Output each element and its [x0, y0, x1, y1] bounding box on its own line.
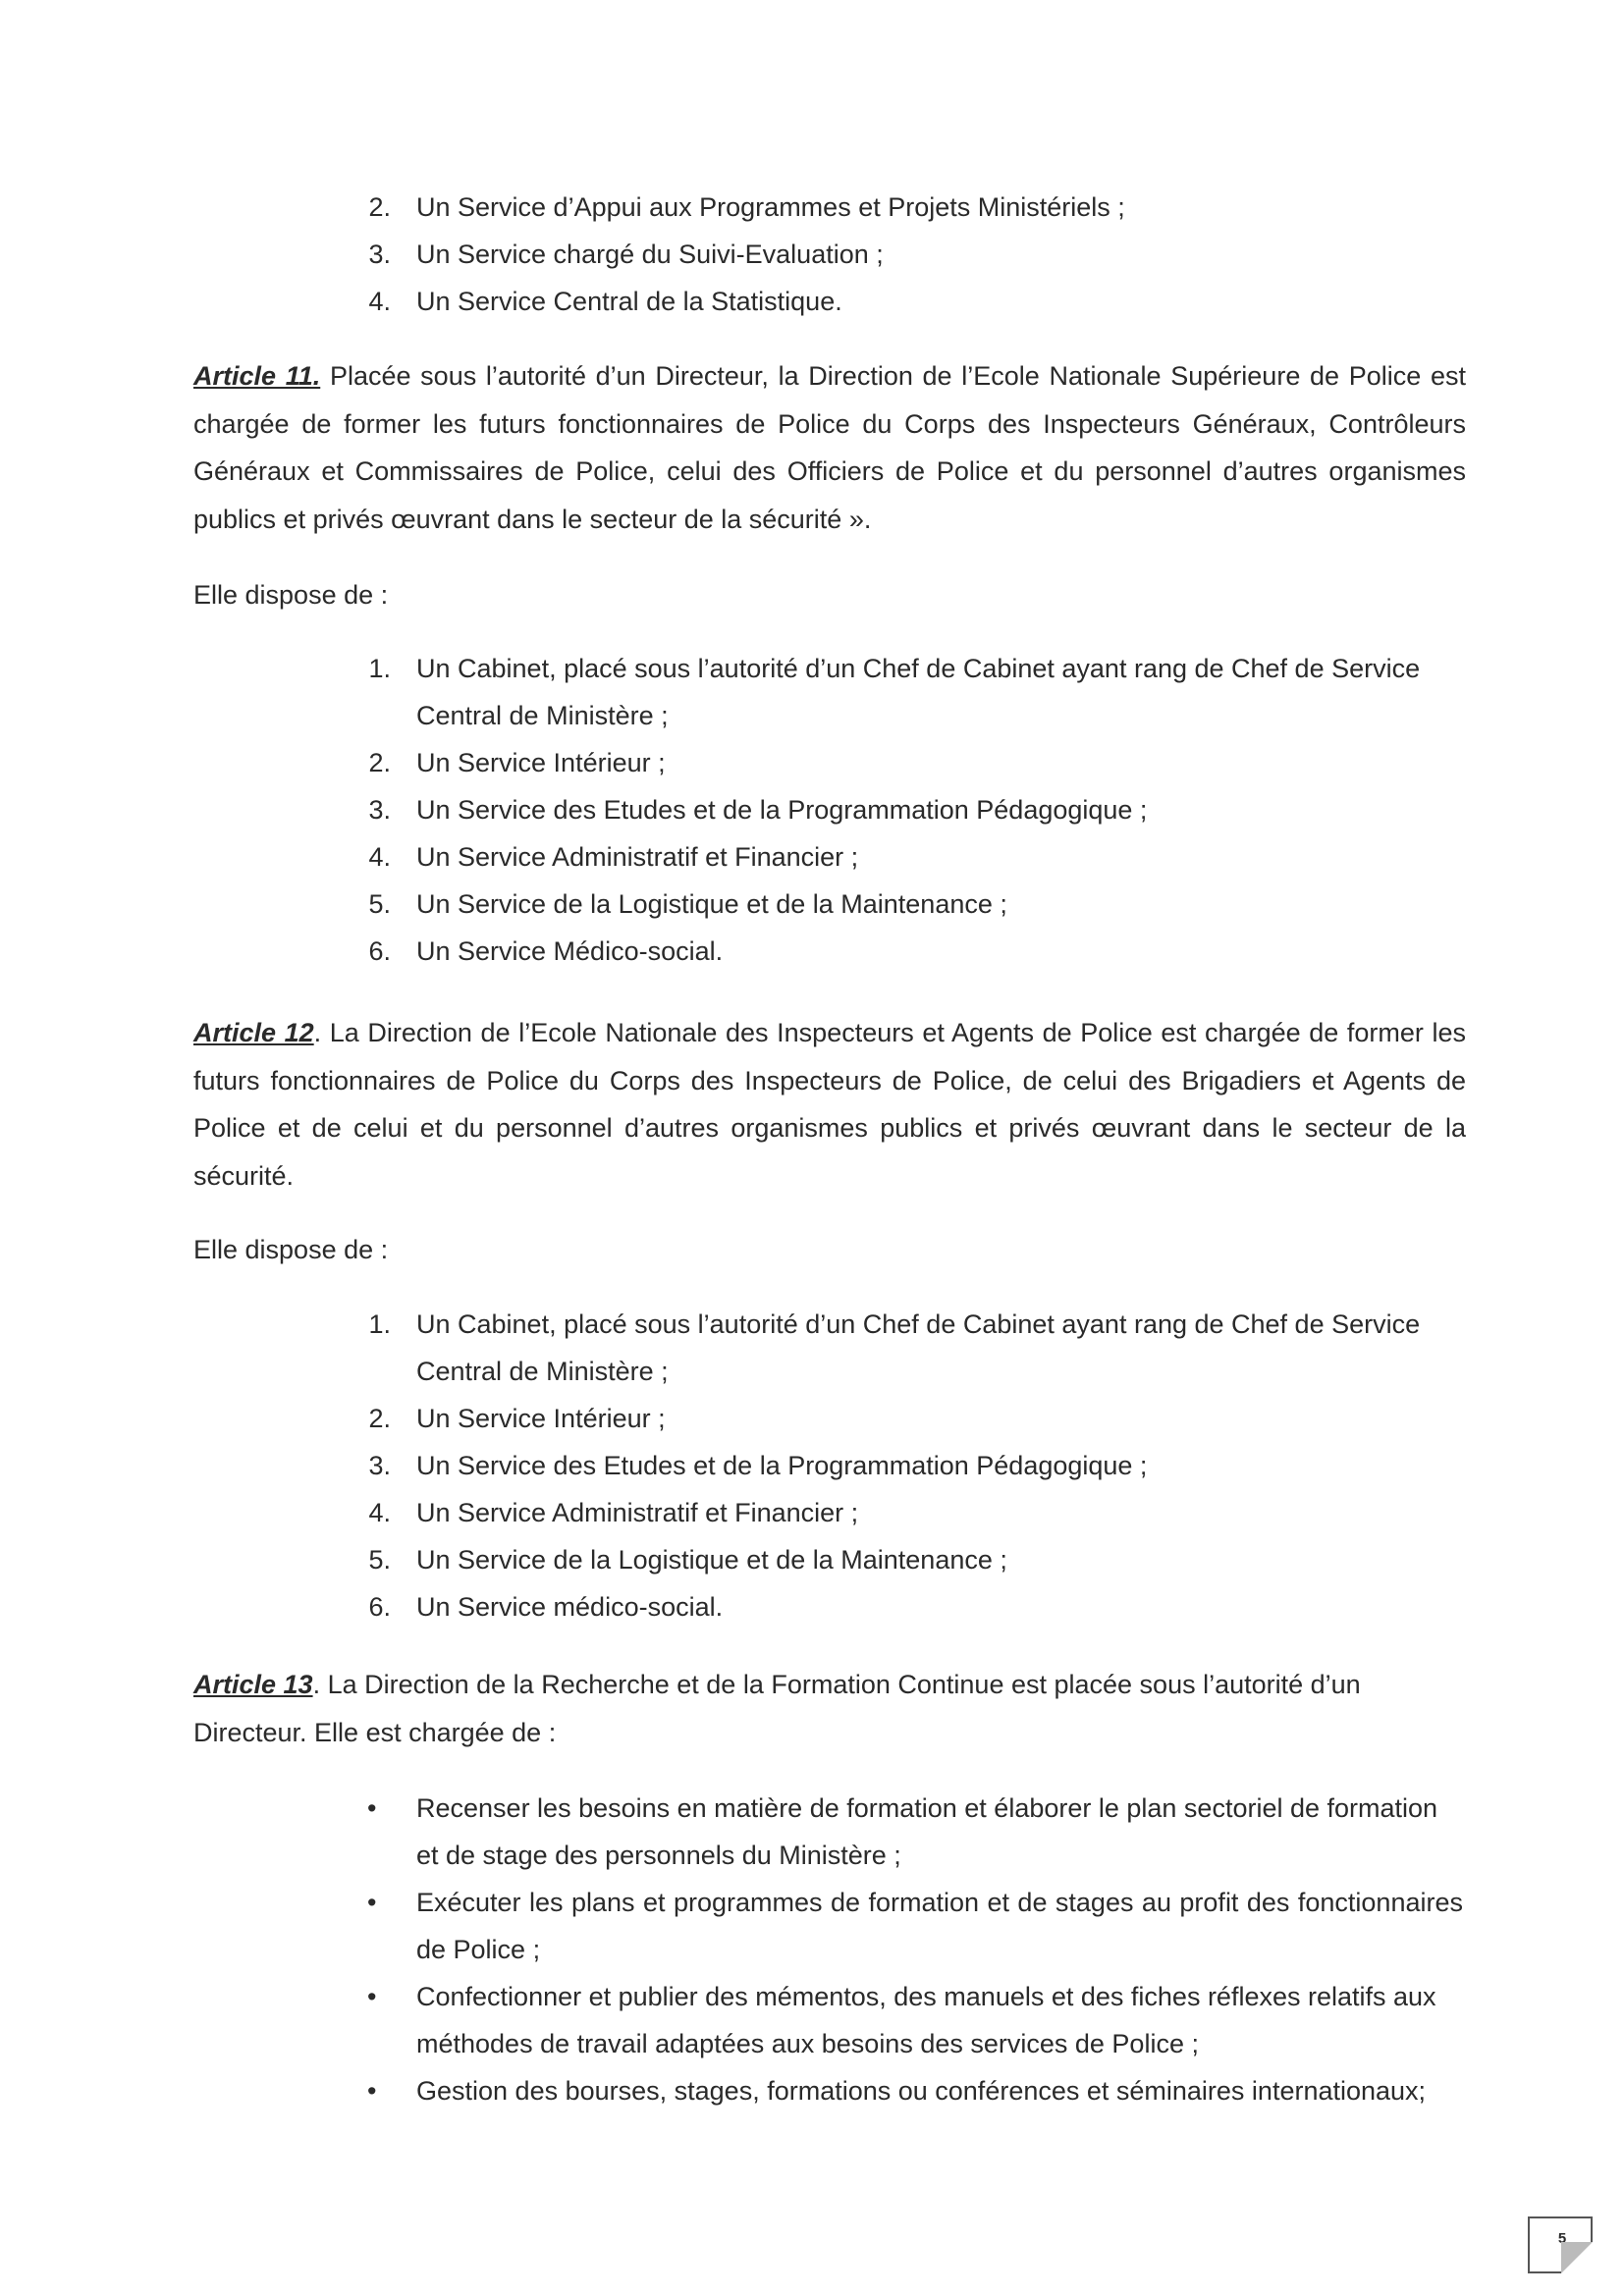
list-item: 2. Un Service Intérieur ;: [368, 1404, 666, 1433]
article-11-label: Article 11.: [193, 361, 321, 391]
top-list: [363, 184, 1463, 325]
article-12-dispose: Elle dispose de :: [193, 1235, 389, 1264]
list-item: 4. Un Service Administratif et Financier ;: [368, 842, 859, 872]
list-item: • Confectionner et publier des mémentos, des manuels et des fiches réflexes relatifs aux méthodes de travail adaptées aux besoins des services de Police ;: [367, 1982, 1436, 2058]
article-12-label: Article 12: [193, 1018, 314, 1047]
list-item: 2. Un Service d’Appui aux Programmes et Projets Ministériels ;: [368, 192, 1125, 222]
list-item: 2. Un Service Intérieur ;: [368, 748, 666, 777]
article-13-bullets: [363, 1785, 1463, 2114]
list-item: 4. Un Service Central de la Statistique.: [368, 287, 842, 316]
list-item: 1. Un Cabinet, placé sous l’autorité d’un Chef de Cabinet ayant rang de Chef de Service Central de Ministère ;: [368, 1309, 1421, 1386]
list-item: 5. Un Service de la Logistique et de la Maintenance ;: [368, 1545, 1007, 1575]
article-11-dispose: Elle dispose de :: [193, 580, 389, 610]
article-13-paragraph: Article 13. La Direction de la Recherche et de la Formation Continue est placée sous l’autorité d’un Directeur. Elle est chargée de :: [193, 1670, 1361, 1747]
article-12-list: [363, 1301, 1463, 1630]
list-item: • Recenser les besoins en matière de formation et élaborer le plan sectoriel de formation et de stage des personnels du Ministère ;: [367, 1793, 1438, 1870]
article-13-label: Article 13: [193, 1670, 313, 1699]
folded-corner-icon: [1561, 2242, 1593, 2273]
article-12-paragraph: Article 12. La Direction de l’Ecole Nationale des Inspecteurs et Agents de Police est chargée de former les futurs fonctionnaires de Police du Corps des Inspecteurs de Police, de celui des Brigadiers et Agents de Police et de celui et du personnel d’autres organismes publics et privés œuvrant dans le secteur de la sécurité.: [193, 1018, 1466, 1191]
article-11-paragraph: Article 11. Placée sous l’autorité d’un Directeur, la Direction de l’Ecole Nationale Supérieure de Police est chargée de former les futurs fonctionnaires de Police du Corps des Inspecteurs Généraux, Contrôleurs Généraux et Commissaires de Police, celui des Officiers de Police et du personnel d’autres organismes publics et privés œuvrant dans le secteur de la sécurité ».: [193, 361, 1466, 534]
list-item: 5. Un Service de la Logistique et de la Maintenance ;: [368, 889, 1007, 919]
list-item: 6. Un Service Médico-social.: [368, 936, 724, 966]
list-item: 3. Un Service des Etudes et de la Programmation Pédagogique ;: [368, 795, 1148, 825]
page-number-box: [1528, 2216, 1593, 2273]
list-item: 6. Un Service médico-social.: [368, 1592, 724, 1622]
list-item: • Exécuter les plans et programmes de formation et de stages au profit des fonctionnaires de Police ;: [367, 1888, 1463, 1964]
list-item: 3. Un Service chargé du Suivi-Evaluation ;: [368, 240, 884, 269]
list-item: 1. Un Cabinet, placé sous l’autorité d’un Chef de Cabinet ayant rang de Chef de Service Central de Ministère ;: [368, 654, 1421, 730]
list-item: • Gestion des bourses, stages, formations ou conférences et séminaires internationaux;: [367, 2076, 1427, 2106]
page-number: 5: [1557, 2230, 1567, 2247]
list-item: 4. Un Service Administratif et Financier ;: [368, 1498, 859, 1527]
list-item: 3. Un Service des Etudes et de la Programmation Pédagogique ;: [368, 1451, 1148, 1480]
article-11-list: [363, 645, 1463, 975]
